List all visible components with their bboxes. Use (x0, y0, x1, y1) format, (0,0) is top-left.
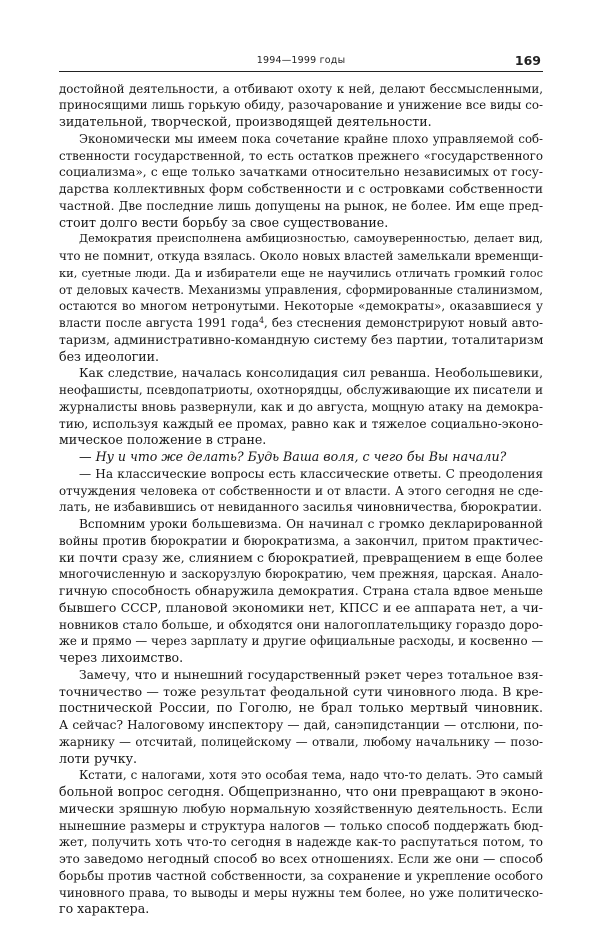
text-line: что не помнит, откуда взялась. Около новых властей замелькали временщи- (59, 249, 543, 263)
text-line: частной. Две последние лишь допущены на рынок, не более. Им еще пред- (59, 198, 543, 213)
text-line: зидательной, творческой, производящей деятельности. (59, 114, 432, 129)
paragraph (59, 81, 543, 131)
text-line: точничество — тоже результат феодальной сути чиновного люда. В кре- (59, 683, 543, 699)
text-line: го характера. (59, 901, 150, 917)
text-line: борьбы против частной собственности, за сохранение и укрепление особого (59, 868, 543, 883)
text-line: дарства коллективных форм собственности и с островками собственности (59, 182, 543, 196)
text-line: ственности государственной, то есть остатков прежнего «государственного (59, 148, 543, 163)
text-line: тию, используя каждый ее промах, равно как и тяжелое социально-эконо- (59, 416, 543, 431)
text-line: мически зряшную любую нормальную хозяйственную деятельность. Если (59, 801, 543, 816)
text-line: ки почти сразу же, слиянием с бюрократией, превращением в еще более (59, 550, 543, 565)
paragraph (59, 767, 543, 918)
text-fragment: власти после августа 1991 года (59, 316, 259, 330)
text-line: через лихоимство. (59, 650, 184, 665)
text-line: больной вопрос сегодня. Общепризнанно, что они превращают в эконо- (59, 784, 543, 799)
text-line: от деловых качеств. Механизмы управления, сформированные сталинизмом, (59, 282, 543, 297)
running-title: 1994—1999 годы (256, 55, 346, 66)
text-line: стоит долго вести борьбу за свое существование. (59, 214, 389, 230)
text-line: бывшего СССР, плановой экономики нет, КПСС и ее аппарата нет, а чи- (59, 599, 543, 615)
text-line: — На классические вопросы есть классические ответы. С преодоления (79, 466, 543, 481)
paragraph (59, 466, 543, 516)
text-line: новников стало больше, и обходятся они налогоплательщику гораздо доро- (59, 617, 543, 632)
text-line: ки, суетные люди. Да и избиратели еще не научились отличать громкий голос (59, 265, 543, 280)
paragraph (59, 231, 543, 365)
paragraph (59, 667, 543, 768)
text-fragment: , без стеснения демонстрируют новый авто- (264, 316, 543, 330)
text-line: журналисты вновь развернули, как и до августа, мощную атаку на демокра- (59, 399, 543, 414)
text-line: достойной деятельности, а отбивают охоту к ней, делают бессмысленными, (59, 81, 543, 96)
interview-question: — Ну и что же делать? Будь Ваша воля, с чего бы Вы начали? (79, 449, 507, 464)
text-line: жарнику — отсчитай, полицейскому — отвали, любому начальнику — позо- (59, 734, 543, 749)
text-line-with-footnote (59, 315, 543, 332)
text-line: чиновного права, то выводы и меры нужны тем более, но уже политическо- (59, 885, 543, 900)
text-line: А сейчас? Налоговому инспектору — дай, санэпидстанции — отслюни, по- (59, 718, 543, 732)
text-line: Экономически мы имеем пока сочетание крайне плохо управляемой соб- (79, 131, 543, 146)
text-line: Демократия преисполнена амбициозностью, самоуверенностью, делает вид, (79, 232, 543, 246)
text-line: остаются во многом нетронутыми. Некоторые «демократы», оказавшиеся у (59, 299, 543, 314)
text-line: жет, получить хоть что-то сегодня в надежде как-то распутаться потом, то (59, 835, 543, 850)
paragraph (59, 365, 543, 449)
paragraph (59, 516, 543, 667)
text-line: таризм, административно-командную систему без партии, тоталитаризм (59, 331, 543, 347)
text-line: это заведомо негодный способ во всех отношениях. Если же они — способ (59, 852, 543, 866)
footnote-reference[interactable]: 4 (258, 316, 265, 325)
text-line: многочисленную и заскорузлую бюрократию, чем прежняя, царская. Анало- (59, 567, 543, 582)
text-line: Вспомним уроки большевизма. Он начинал с громко декларированной (79, 517, 543, 531)
text-line: гичную способность обнаружила демократия. Страна стала вдвое меньше (59, 584, 543, 598)
text-line: Кстати, с налогами, хотя это особая тема, надо что-то делать. Это самый (79, 768, 543, 783)
text-line: неофашисты, псевдопатриоты, охотнорядцы, обслуживающие их писатели и (59, 383, 543, 397)
page-header (59, 55, 543, 72)
text-line: же и прямо — через зарплату и другие официальные расходы, и косвенно — (59, 634, 543, 649)
text-line: лоти ручку. (59, 750, 138, 766)
text-line: без идеологии. (59, 348, 160, 364)
paragraph (59, 131, 543, 232)
text-line: отчуждения человека от собственности и от власти. А этого сегодня не сде- (59, 483, 543, 498)
body-text (59, 81, 543, 919)
text-line: мическое положение в стране. (59, 432, 267, 448)
text-line: войны против бюрократии и бюрократизма, а закончил, притом практичес- (59, 533, 543, 548)
text-line: приносящими лишь горькую обиду, разочарование и унижение все виды со- (59, 98, 543, 113)
text-line: постнической России, по Гоголю, не брал только мертвый чиновник. (59, 700, 543, 716)
text-line: Как следствие, началась консолидация сил реванша. Необольшевики, (79, 366, 543, 381)
text-line: нынешние размеры и структура налогов — только способ поддержать бюд- (59, 818, 543, 833)
text-line: Замечу, что и нынешний государственный рэкет через тотальное взя- (79, 667, 543, 682)
text-line: лать, не избавившись от невиданного засилья чиновничества, бюрократии. (59, 500, 542, 515)
page-number: 169 (514, 53, 541, 68)
text-line: социализма», с еще только зачатками относительно независимых от госу- (59, 165, 543, 180)
